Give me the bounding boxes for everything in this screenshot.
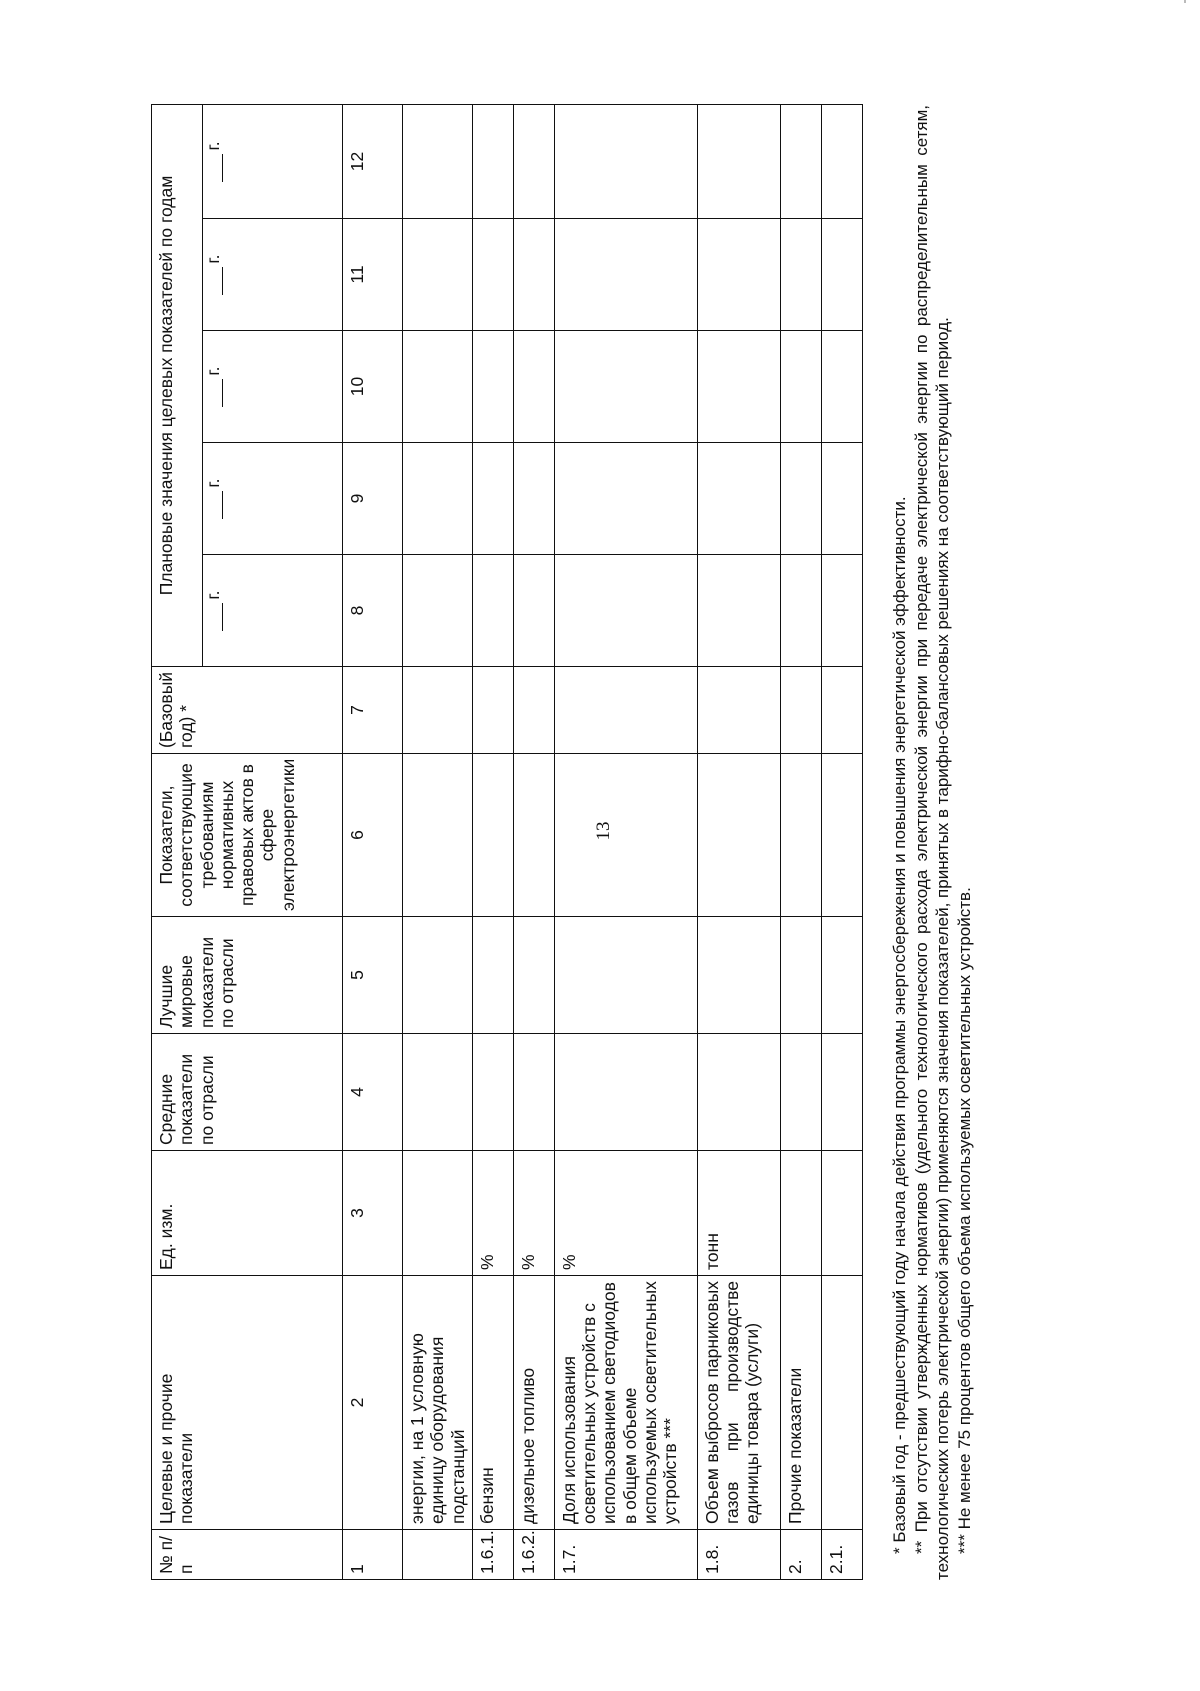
- row-number: [403, 1530, 473, 1580]
- cell-empty: [780, 331, 821, 443]
- header-unit: Ед. изм.: [152, 1151, 343, 1276]
- header-num: № п/п: [152, 1530, 343, 1580]
- footnote-norms: ** При отсутствии утвержденных нормативов (удельного технологического расхода электрической энергии при передаче электрической энергии по распределительным сетям, технологических потерь электрической энергии) применяются значения показателей, принятых в тарифно-балансовых решениях на соответствующий период.: [911, 105, 953, 1580]
- row-number: 1.8.: [697, 1530, 780, 1580]
- cell-empty: [697, 104, 780, 218]
- cell-empty: [403, 104, 473, 218]
- header-indicator: Целевые и прочие показатели: [152, 1276, 343, 1530]
- cell-empty: [472, 443, 513, 555]
- row-name: бензин: [472, 1276, 513, 1530]
- cell-empty: [780, 104, 821, 218]
- cell-empty: [403, 754, 473, 917]
- row-number: 1.6.2.: [513, 1530, 554, 1580]
- cell-empty: [780, 555, 821, 667]
- cell-empty: [554, 104, 697, 218]
- cell-empty: [513, 1034, 554, 1151]
- page-number: 13: [593, 821, 614, 841]
- year-header-cell: [203, 104, 343, 218]
- cell-empty: [780, 219, 821, 331]
- indicators-table: [151, 104, 863, 1580]
- row-unit: [403, 1151, 473, 1276]
- cell-empty: [403, 555, 473, 667]
- cell-empty: [554, 917, 697, 1034]
- cell-empty: [697, 555, 780, 667]
- cell-empty: [554, 754, 697, 917]
- row-name: [821, 1276, 862, 1530]
- cell-empty: [403, 331, 473, 443]
- cell-empty: [472, 667, 513, 754]
- year-blank: [208, 603, 223, 631]
- column-number: 8: [343, 555, 403, 667]
- cell-empty: [821, 219, 862, 331]
- cell-empty: [472, 104, 513, 218]
- cell-empty: [472, 331, 513, 443]
- cell-empty: [554, 443, 697, 555]
- cell-empty: [554, 331, 697, 443]
- cell-empty: [821, 917, 862, 1034]
- row-unit: %: [513, 1151, 554, 1276]
- table-row: [513, 104, 554, 1579]
- row-number: 2.: [780, 1530, 821, 1580]
- table-row: [403, 104, 473, 1579]
- row-name: Объем выбросов парниковых газов при производстве единицы товара (услуги): [697, 1276, 780, 1530]
- column-number: 2: [343, 1276, 403, 1530]
- year-blank: [208, 491, 223, 519]
- year-blank: [208, 267, 223, 295]
- cell-empty: [513, 331, 554, 443]
- table-row: [780, 104, 821, 1579]
- footnote-lighting: *** Не менее 75 процентов общего объема используемых осветительных устройств.: [954, 887, 974, 1554]
- row-number: 1.7.: [554, 1530, 697, 1580]
- cell-empty: [513, 443, 554, 555]
- cell-empty: [821, 443, 862, 555]
- cell-empty: [472, 754, 513, 917]
- row-unit: [821, 1151, 862, 1276]
- cell-empty: [780, 443, 821, 555]
- cell-empty: [513, 555, 554, 667]
- column-number: 7: [343, 667, 403, 754]
- row-name: Прочие показатели: [780, 1276, 821, 1530]
- column-number: 5: [343, 917, 403, 1034]
- cell-empty: [403, 1034, 473, 1151]
- row-name: дизельное топливо: [513, 1276, 554, 1530]
- column-number: 11: [343, 219, 403, 331]
- year-suffix: г.: [203, 366, 223, 376]
- table-row: [821, 104, 862, 1579]
- year-blank: [208, 154, 223, 182]
- year-header-cell: [203, 555, 343, 667]
- row-unit: %: [472, 1151, 513, 1276]
- row-number: 1.6.1.: [472, 1530, 513, 1580]
- cell-empty: [821, 667, 862, 754]
- rotated-page-content: [151, 105, 974, 1580]
- header-row-1: [152, 104, 203, 1579]
- cell-empty: [697, 331, 780, 443]
- year-suffix: г.: [203, 141, 223, 151]
- cell-empty: [513, 754, 554, 917]
- table-row: [472, 104, 513, 1579]
- year-header-cell: [203, 219, 343, 331]
- year-suffix: г.: [203, 590, 223, 600]
- cell-empty: [472, 1034, 513, 1151]
- row-number: 2.1.: [821, 1530, 862, 1580]
- header-best: Лучшие мировые показатели по отрасли: [152, 917, 343, 1034]
- cell-empty: [554, 1034, 697, 1151]
- table-row: [697, 104, 780, 1579]
- cell-empty: [697, 443, 780, 555]
- cell-empty: [821, 754, 862, 917]
- cell-empty: [780, 754, 821, 917]
- cell-empty: [780, 1034, 821, 1151]
- column-number: 4: [343, 1034, 403, 1151]
- header-planned: Плановые значения целевых показателей по годам: [152, 104, 203, 666]
- scan-edge-mark: [1184, 0, 1186, 3]
- footnote-base-year: * Базовый год - предшествующий году начала действия программы энергосбережения и повышения энергетической эффективности.: [890, 496, 909, 1554]
- column-number: 12: [343, 104, 403, 218]
- cell-empty: [697, 917, 780, 1034]
- cell-empty: [513, 219, 554, 331]
- cell-empty: [472, 555, 513, 667]
- cell-empty: [697, 754, 780, 917]
- year-blank: [208, 379, 223, 407]
- row-unit: %: [554, 1151, 697, 1276]
- cell-empty: [554, 219, 697, 331]
- cell-empty: [403, 917, 473, 1034]
- cell-empty: [472, 917, 513, 1034]
- footnotes: [889, 105, 975, 1580]
- cell-empty: [554, 667, 697, 754]
- column-number: 9: [343, 443, 403, 555]
- row-unit: [780, 1151, 821, 1276]
- column-number: 10: [343, 331, 403, 443]
- cell-empty: [697, 667, 780, 754]
- cell-empty: [780, 667, 821, 754]
- year-suffix: г.: [203, 254, 223, 264]
- table-row: [554, 104, 697, 1579]
- year-header-cell: [203, 331, 343, 443]
- row-name: энергии, на 1 условную единицу оборудования подстанций: [403, 1276, 473, 1530]
- year-header-cell: [203, 443, 343, 555]
- cell-empty: [513, 917, 554, 1034]
- column-number: 3: [343, 1151, 403, 1276]
- cell-empty: [821, 555, 862, 667]
- row-unit: тонн: [697, 1151, 780, 1276]
- cell-empty: [554, 555, 697, 667]
- cell-empty: [403, 443, 473, 555]
- cell-empty: [697, 1034, 780, 1151]
- cell-empty: [821, 331, 862, 443]
- cell-empty: [780, 917, 821, 1034]
- header-avg: Средние показатели по отрасли: [152, 1034, 343, 1151]
- column-number: 6: [343, 754, 403, 917]
- cell-empty: [697, 219, 780, 331]
- cell-empty: [513, 104, 554, 218]
- cell-empty: [472, 219, 513, 331]
- cell-empty: [513, 667, 554, 754]
- cell-empty: [821, 1034, 862, 1151]
- cell-empty: [403, 219, 473, 331]
- header-base-year: (Базовый год) *: [152, 667, 343, 754]
- header-regulatory: Показатели, соответствующие требованиям нормативных правовых актов в сфере электроэнергетики: [152, 754, 343, 917]
- cell-empty: [403, 667, 473, 754]
- column-number-row: [343, 104, 403, 1579]
- cell-empty: [821, 104, 862, 218]
- column-number: 1: [343, 1530, 403, 1580]
- row-name: Доля использования осветительных устройств с использованием светодиодов в общем объеме используемых осветительных устройств ***: [554, 1276, 697, 1530]
- year-suffix: г.: [203, 478, 223, 488]
